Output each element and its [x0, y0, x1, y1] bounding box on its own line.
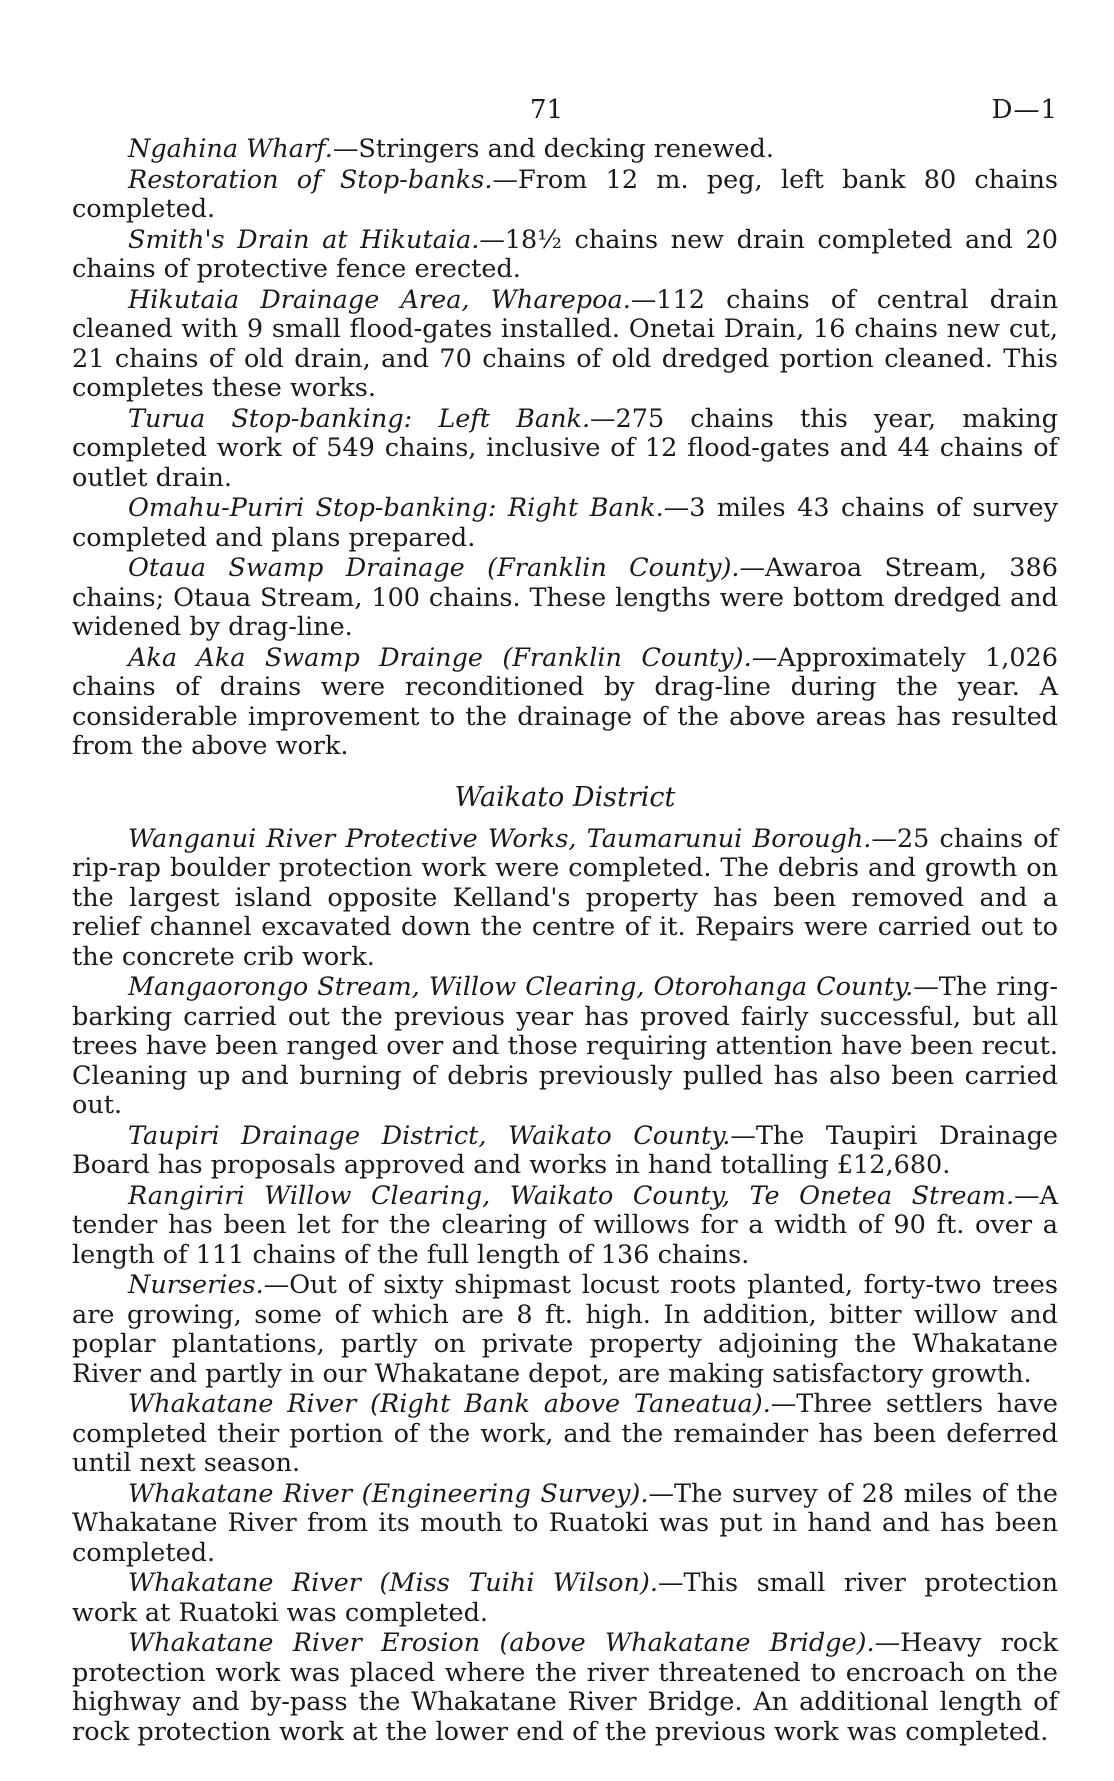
- paragraph-title: Whakatane River (Miss Tuihi Wilson).: [128, 1568, 658, 1598]
- paragraph-text: —Three settlers have completed their portion of the work, and the remainder has been deferred until next season.: [72, 1389, 1058, 1478]
- page-number: 71: [530, 95, 564, 125]
- paragraph-title: Ngahina Wharf.: [128, 134, 333, 164]
- paragraph-text: —18½ chains new drain completed and 20 chains of protective fence erected.: [72, 224, 1059, 284]
- paragraph: [72, 1569, 1058, 1628]
- paragraph-title: Turua Stop-banking: Left Bank.: [128, 403, 591, 434]
- paragraph-title: Hikutaia Drainage Area, Wharepoa.: [128, 284, 631, 315]
- paragraph-title: Whakatane River (Right Bank above Taneatua).: [128, 1389, 771, 1419]
- paragraph: [72, 1480, 1058, 1569]
- paragraph-title: Taupiri Drainage District, Waikato County.: [128, 1120, 731, 1151]
- paragraph: [72, 554, 1058, 643]
- paragraph-title: Restoration of Stop-banks.: [128, 164, 493, 195]
- paragraph: [72, 1629, 1058, 1747]
- paragraph: [72, 166, 1058, 225]
- paragraph-title: Nurseries.: [128, 1270, 264, 1300]
- paragraph-text: —The Taupiri Drainage Board has proposals approved and works in hand totalling £12,680.: [72, 1120, 1058, 1180]
- document-reference: D—1: [991, 95, 1058, 125]
- paragraph: [72, 973, 1058, 1121]
- paragraph: [72, 1271, 1058, 1389]
- paragraph-title: Otaua Swamp Drainage (Franklin County).: [128, 553, 740, 583]
- paragraph-text: —Out of sixty shipmast locust roots planted, forty-two trees are growing, some of which are 8 ft. high. In addition, bitter willow and poplar plantations, partly on private property adjoining the Whakatane River and partly in our Whakatane depot, are making satisfactory growth.: [72, 1270, 1058, 1389]
- paragraph: [72, 405, 1058, 494]
- page-header: [72, 95, 1058, 135]
- paragraph-text: —112 chains of central drain cleaned with 9 small flood-gates installed. Onetai Drain, 16 chains new cut, 21 chains of old drain, and 70 chains of old dredged portion cleaned. This completes these works.: [72, 284, 1058, 403]
- paragraph-text: —25 chains of rip-rap boulder protection work were completed. The debris and growth on the largest island opposite Kelland's property has been removed and a relief channel excavated down the centre of it. Repairs were carried out to the concrete crib work.: [72, 823, 1058, 972]
- paragraph-text: —This small river protection work at Ruatoki was completed.: [72, 1568, 1059, 1628]
- paragraph-title: Rangiriri Willow Clearing, Waikato County, Te Onetea Stream.: [128, 1180, 1015, 1211]
- paragraph-text: —The survey of 28 miles of the Whakatane River from its mouth to Ruatoki was put in hand and has been completed.: [72, 1478, 1058, 1568]
- paragraph-title: Wanganui River Protective Works, Taumarunui Borough.: [128, 823, 872, 854]
- paragraph-text: —A tender has been let for the clearing of willows for a width of 90 ft. over a length of 111 chains of the full length of 136 chains.: [72, 1180, 1058, 1270]
- bottom-paragraphs: [72, 825, 1058, 1748]
- paragraph-text: —3 miles 43 chains of survey completed and plans prepared.: [72, 493, 1058, 553]
- paragraph: [72, 286, 1058, 404]
- paragraph: [72, 226, 1058, 285]
- paragraph: [72, 644, 1058, 762]
- paragraph-title: Omahu-Puriri Stop-banking: Right Bank.: [128, 493, 664, 523]
- paragraph-text: —Approximately 1,026 chains of drains were reconditioned by drag-line during the year. A considerable improvement to the drainage of the above areas has resulted from the above work.: [72, 642, 1058, 761]
- paragraph-text: —The ring-barking carried out the previous year has proved fairly successful, but all trees have been ranged over and those requiring attention have been recut. Cleaning up and burning of debris previously pulled has also been carried out.: [72, 972, 1058, 1120]
- paragraph: [72, 1182, 1058, 1271]
- paragraph-text: —Stringers and decking renewed.: [332, 134, 774, 164]
- paragraph-text: —From 12 m. peg, left bank 80 chains completed.: [72, 164, 1058, 224]
- paragraph-title: Whakatane River (Engineering Survey).: [128, 1478, 649, 1509]
- paragraph-title: Mangaorongo Stream, Willow Clearing, Otorohanga County.: [128, 972, 914, 1002]
- document-page: [72, 95, 1058, 1748]
- paragraph: [72, 1390, 1058, 1479]
- paragraph-text: —Heavy rock protection work was placed where the river threatened to encroach on the highway and by-pass the Whakatane River Bridge. An additional length of rock protection work at the lower end of the previous work was completed.: [72, 1628, 1058, 1747]
- top-paragraphs: [72, 135, 1058, 762]
- paragraph: [72, 494, 1058, 553]
- section-heading: Waikato District: [454, 781, 676, 813]
- paragraph-text: —275 chains this year, making completed work of 549 chains, inclusive of 12 flood-gates and 44 chains of outlet drain.: [72, 403, 1058, 493]
- paragraph-title: Smith's Drain at Hikutaia.: [128, 224, 480, 255]
- paragraph-text: —Awaroa Stream, 386 chains; Otaua Stream, 100 chains. These lengths were bottom dredged and widened by drag-line.: [72, 553, 1058, 642]
- paragraph: [72, 1122, 1058, 1181]
- paragraph: [72, 825, 1058, 973]
- paragraph-title: Aka Aka Swamp Drainge (Franklin County).: [128, 642, 752, 673]
- paragraph: [72, 135, 1058, 165]
- paragraph-title: Whakatane River Erosion (above Whakatane Bridge).: [128, 1628, 875, 1658]
